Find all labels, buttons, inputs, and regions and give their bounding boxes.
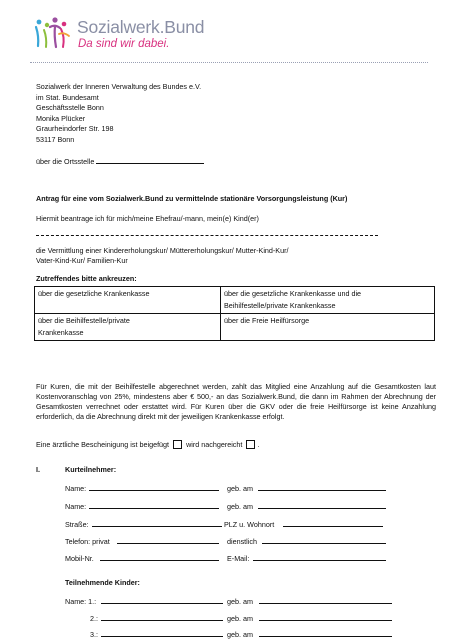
field-label: geb. am bbox=[227, 614, 253, 623]
child-name-3-input[interactable] bbox=[101, 630, 223, 637]
ortsstelle-label: über die Ortsstelle bbox=[36, 157, 95, 166]
street-input[interactable] bbox=[92, 520, 222, 527]
kur-types-line-1: die Vermittlung einer Kindererholungskur/ Müttererholungskur/ Mutter-Kind-Kur/ bbox=[36, 246, 289, 255]
address-line: Graurheindorfer Str. 198 bbox=[36, 124, 114, 133]
logo-tagline: Da sind wir dabei. bbox=[78, 38, 170, 50]
option-gkv-beihilfe[interactable] bbox=[221, 287, 435, 314]
field-label: Name: 1.: bbox=[65, 597, 97, 606]
field-label: geb. am bbox=[227, 484, 253, 493]
address-line: Monika Plücker bbox=[36, 113, 86, 123]
recipient-address bbox=[36, 82, 201, 145]
participant-name-1-row bbox=[65, 484, 86, 493]
children-heading: Teilnehmende Kinder: bbox=[65, 578, 140, 587]
field-label: geb. am bbox=[227, 597, 253, 606]
checkbox-heading: Zutreffendes bitte ankreuzen: bbox=[36, 274, 137, 283]
address-line: Geschäftsstelle Bonn bbox=[36, 103, 104, 112]
field-label: geb. am bbox=[227, 502, 253, 511]
ortsstelle-row bbox=[36, 157, 204, 167]
kur-types-line-2: Vater-Kind-Kur/ Familien-Kur bbox=[36, 256, 128, 265]
payer-options-table bbox=[34, 286, 435, 341]
option-beihilfe[interactable] bbox=[35, 314, 195, 341]
family-figures-logo-icon bbox=[34, 16, 70, 50]
logo-name: Sozialwerk.Bund bbox=[77, 17, 205, 37]
field-label: Name: bbox=[65, 484, 87, 493]
certificate-later-checkbox[interactable] bbox=[246, 440, 255, 449]
field-label: dienstlich bbox=[227, 537, 257, 546]
address-line: im Stat. Bundesamt bbox=[36, 92, 99, 102]
phone-work-input[interactable] bbox=[262, 537, 386, 544]
section-one-number: I. bbox=[36, 465, 40, 474]
certificate-attached-checkbox[interactable] bbox=[173, 440, 182, 449]
certificate-label: Eine ärztliche Bescheinigung ist beigefügt bbox=[36, 440, 170, 449]
child-name-1-input[interactable] bbox=[101, 597, 223, 604]
participant-name-1-input[interactable] bbox=[89, 484, 219, 491]
child-birthdate-2-input[interactable] bbox=[259, 614, 392, 621]
payment-info-paragraph: Für Kuren, die mit der Beihilfestelle abgerechnet werden, zahlt das Mitglied eine Anzahlung auf die Gesamtkosten laut Kostenvoranschlag von 25%, mindestens aber € 500,- an das Sozialwerk.Bund, die dann im Rahmen der Abrechnung der Gesamtkosten verrechnet oder erstattet wird. Für Kuren über die GKV oder die freie Heilfürsorge ist keine Anzahlung erforderlich, da die Abrechnung direkt mit der jeweiligen Krankenkasse erfolgt. bbox=[36, 382, 436, 421]
sozialwerk-logo bbox=[34, 14, 234, 54]
option-label: über die gesetzliche Krankenkasse bbox=[38, 289, 150, 298]
table-row bbox=[35, 314, 435, 341]
option-gkv-checkbox-cell[interactable] bbox=[195, 287, 221, 314]
option-label: Beihilfestelle/private Krankenkasse bbox=[224, 301, 336, 310]
certificate-period: . bbox=[257, 440, 260, 449]
phone-private-input[interactable] bbox=[117, 537, 219, 544]
child-birthdate-1-input[interactable] bbox=[259, 597, 392, 604]
field-label: Telefon: privat bbox=[65, 537, 110, 546]
field-label: geb. am bbox=[227, 630, 253, 639]
field-label: 3.: bbox=[90, 630, 98, 639]
participant-birthdate-1-input[interactable] bbox=[258, 484, 386, 491]
beneficiary-field[interactable] bbox=[36, 226, 378, 236]
field-label: Straße: bbox=[65, 520, 89, 529]
address-line: Sozialwerk der Inneren Verwaltung des Bundes e.V. bbox=[36, 82, 202, 91]
field-label: Name: bbox=[65, 502, 87, 511]
child-name-2-input[interactable] bbox=[101, 614, 223, 621]
option-label: über die gesetzliche Krankenkasse und die bbox=[224, 289, 362, 298]
field-label: 2.: bbox=[90, 614, 98, 623]
field-label: PLZ u. Wohnort bbox=[224, 520, 275, 529]
city-input[interactable] bbox=[283, 520, 383, 527]
child-birthdate-3-input[interactable] bbox=[259, 630, 392, 637]
email-input[interactable] bbox=[253, 554, 386, 561]
participant-birthdate-2-input[interactable] bbox=[258, 502, 386, 509]
option-beihilfe-checkbox-cell[interactable] bbox=[195, 314, 221, 341]
table-row bbox=[35, 287, 435, 314]
field-label: E-Mail: bbox=[227, 554, 250, 563]
option-label: Krankenkasse bbox=[38, 328, 84, 337]
header-divider bbox=[30, 62, 428, 63]
section-one-title: Kurteilnehmer: bbox=[65, 465, 117, 474]
option-gkv[interactable] bbox=[35, 287, 195, 314]
option-label: über die Beihilfestelle/private bbox=[38, 316, 130, 325]
option-heilfuersorge[interactable] bbox=[221, 314, 435, 341]
certificate-later-label: wird nachgereicht bbox=[186, 440, 243, 449]
ortsstelle-field[interactable] bbox=[96, 157, 204, 164]
participant-name-2-input[interactable] bbox=[89, 502, 219, 509]
intro-text: Hiermit beantrage ich für mich/meine Ehefrau/-mann, mein(e) Kind(er) bbox=[36, 214, 259, 223]
option-label: über die Freie Heilfürsorge bbox=[224, 316, 310, 325]
address-line: 53117 Bonn bbox=[36, 134, 75, 144]
mobile-input[interactable] bbox=[100, 554, 219, 561]
form-title: Antrag für eine vom Sozialwerk.Bund zu vermittelnde stationäre Vorsorgungsleistung (Kur) bbox=[36, 194, 348, 203]
field-label: Mobil-Nr. bbox=[65, 554, 94, 563]
certificate-row bbox=[36, 440, 259, 450]
